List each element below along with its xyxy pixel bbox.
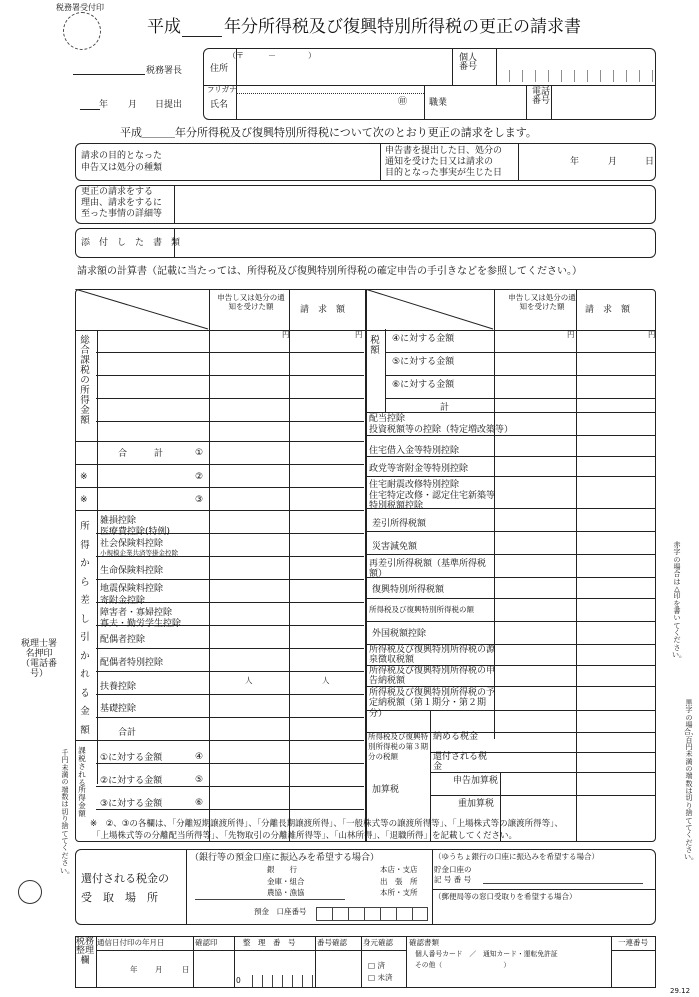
number-confirm-label: 番号確認 — [317, 938, 347, 947]
deduction-medical: 医療費控除(特例) — [100, 527, 171, 537]
deduction-social: 社会保険料控除 — [100, 539, 164, 549]
row-line — [96, 421, 364, 422]
row-line — [96, 375, 364, 376]
row-line — [96, 717, 364, 718]
form-version: 29.12 — [670, 987, 691, 995]
individual-number-label: 個人番号 — [458, 53, 477, 73]
branch-type-3: 本所・支所 — [380, 888, 418, 897]
purpose-month: 月 — [608, 157, 618, 167]
row-line — [96, 579, 364, 580]
date-stamp-label: 通信日付印の年月日 — [97, 938, 165, 947]
reconstruction-tax: 復興特別所得税額 — [372, 585, 445, 595]
deduction-widower: 寡夫・勤労学生控除 — [100, 619, 182, 629]
date-label-3: 目的となった事実が生じた日 — [385, 168, 503, 178]
serial-number-label: 一連番号 — [618, 938, 648, 947]
row-line — [385, 375, 655, 376]
deduction-life: 生命保険料控除 — [100, 566, 164, 576]
tax-section-label: 税額 — [370, 335, 380, 356]
yen-unit-2: 円 — [355, 330, 363, 339]
deduction-spouse: 配偶者控除 — [100, 635, 146, 645]
tax-total-label: 計 — [440, 403, 450, 413]
side-note-red: 赤字の場合は△印を書いてください。 — [672, 541, 686, 660]
header-diagonal-right — [365, 289, 505, 331]
branch-type-1: 本店・支店 — [380, 865, 418, 874]
post-window-label: （郵便局等の窓口受取りを希望する場合） — [434, 892, 577, 901]
reason-box[interactable] — [75, 185, 656, 224]
deduction-zasson: 雑損控除 — [100, 516, 137, 526]
circle-2: ② — [195, 472, 204, 482]
attachments-label: 添 付 し た 書 類 — [81, 238, 181, 248]
left-requested-header: 請 求 額 — [300, 305, 346, 315]
row-line — [365, 621, 655, 622]
deduction-small-biz: 小規模企業共済等掛金控除 — [100, 549, 178, 557]
purpose-year: 年 — [570, 157, 580, 167]
doc-option-2: その他（ ） — [415, 961, 511, 969]
withholding-tax: 所得税及び復興特別所得税の源泉徴収税額 — [369, 645, 496, 666]
bank-header: （銀行等の預金口座に振込みを希望する場合） — [190, 853, 380, 863]
row-line — [385, 398, 655, 399]
housing-loan-credit: 住宅借入金等特別控除 — [369, 446, 460, 456]
office-use-section: 税務整理欄 — [76, 937, 95, 966]
dividend-deduction: 配当控除 — [369, 414, 406, 424]
net-tax: 差引所得税額 — [372, 519, 427, 529]
office-day: 日 — [182, 965, 190, 974]
row-line — [96, 352, 364, 353]
row-line — [76, 510, 364, 511]
tax-accountant-label: 税理士署名押印（電話番号） — [20, 639, 57, 679]
calc-title: 請求額の計算書（記載に当たっては、所得税及び復興特別所得税の確定申告の手引きなどを参照してください。） — [77, 266, 582, 277]
investment-credit: 投資税額等の控除（特定増改築等） — [369, 425, 514, 435]
deduction-total: 合計 — [118, 728, 137, 738]
circle-6: ⑥ — [195, 798, 204, 808]
row-line — [430, 795, 655, 796]
date-label-2: 通知を受けた日又は請求の — [385, 157, 494, 167]
third-installment-label: 所得税及び復興特別所得税の第３期分の税額 — [368, 732, 428, 761]
office-year: 年 — [130, 965, 138, 974]
prepaid-tax: 所得税及び復興特別所得税の予定納税額（第１期分・第２期分） — [369, 688, 496, 719]
doc-option-1: 個人番号カード ／ 通知カード・運転免許証 — [415, 950, 558, 958]
y-blank[interactable] — [80, 109, 100, 110]
purpose-box — [75, 143, 656, 181]
doc-label: 確認書類 — [409, 938, 439, 947]
bank-name-blank[interactable] — [195, 899, 345, 900]
bank-type-2: 金庫・組合 — [267, 877, 305, 886]
taxable-section-label: 課税される所得金額 — [78, 746, 86, 818]
note-line-1: ※ ②、③の各欄は、「分離短期譲渡所得」、「分離長期譲渡所得」、「一般株式等の譲渡所得等」、「上場株式等の譲渡所得等」、 — [90, 819, 563, 829]
tax-on-5: ⑤に対する金額 — [392, 357, 455, 367]
circle-3: ③ — [195, 495, 204, 505]
row-line — [385, 352, 655, 353]
yen-unit-4: 円 — [648, 330, 656, 339]
housing-quake-credit: 住宅耐震改修特別控除 — [369, 480, 460, 490]
penalty-label: 加算税 — [372, 785, 400, 795]
furigana-label: フリガナ — [207, 85, 237, 94]
seal-mark: ㊞ — [398, 97, 408, 107]
left-declared-header: 申告し又は処分の通知を受けた額 — [217, 293, 285, 311]
office-blank[interactable] — [73, 74, 145, 75]
person-unit-2: 人 — [322, 676, 330, 685]
confirm-stamp-label: 確認印 — [195, 938, 218, 947]
row-line — [96, 398, 364, 399]
foreign-tax-credit: 外国税額控除 — [372, 629, 427, 639]
row-line — [76, 487, 364, 488]
deduction-dependent: 扶養控除 — [100, 682, 137, 692]
title-prefix: 平成 — [147, 17, 181, 37]
id-confirm-done[interactable]: □ 済 — [368, 961, 385, 970]
phone-label: 電話番号 — [531, 87, 550, 107]
right-requested-header: 請 求 額 — [585, 305, 631, 315]
row-line — [365, 531, 655, 532]
row-line — [96, 671, 364, 672]
tax-on-6: ⑥に対する金額 — [392, 380, 455, 390]
bank-type-1: 銀 行 — [267, 865, 297, 874]
date-label-1: 申告書を提出した日、処分の — [385, 146, 503, 156]
row-line — [96, 648, 364, 649]
declared-tax: 所得税及び復興特別所得税の申告納税額 — [369, 666, 496, 687]
reason-label-1: 更正の請求をする — [81, 187, 154, 197]
bank-type-3: 農協・漁協 — [267, 888, 305, 897]
account-number-boxes[interactable] — [316, 907, 428, 921]
submit-day: 日提出 — [155, 100, 183, 110]
taxable-3: ③に対する金額 — [100, 799, 163, 809]
yen-unit-1: 円 — [282, 330, 290, 339]
base-income-tax: 再差引所得税額（基準所得税額） — [369, 559, 487, 580]
rice-mark-2: ※ — [80, 472, 88, 482]
circle-1: ① — [195, 448, 204, 458]
side-note-black: 黒字の場合、百円未満の端数は切り捨ててください。 — [684, 699, 698, 862]
office-month: 月 — [155, 965, 163, 974]
row-line — [365, 598, 655, 599]
deduction-basic: 基礎控除 — [100, 704, 137, 714]
occupation-label: 職業 — [429, 98, 448, 108]
id-confirm-notdone[interactable]: □ 未済 — [368, 973, 393, 982]
post-account-label-2: 記 号 番 号 — [434, 875, 472, 884]
housing-special-credit: 住宅特定改修・認定住宅新築等特別税額控除 — [369, 491, 496, 512]
combined-tax: 所得税及び復興特別所得税の額 — [369, 605, 474, 614]
post-header: （ゆうちょ銀行の口座に振込みを希望する場合） — [434, 852, 599, 861]
rice-mark-3: ※ — [80, 495, 88, 505]
branch-type-2: 出 張 所 — [380, 877, 418, 886]
row-line — [76, 740, 364, 741]
row-line — [96, 694, 364, 695]
circle-5: ⑤ — [195, 775, 204, 785]
account-number-label: 預金 口座番号 — [254, 907, 307, 916]
income-total-label: 合 計 — [118, 449, 164, 459]
income-section-label: 総合課税の所得金額 — [80, 335, 90, 426]
name-label: 氏名 — [210, 100, 229, 110]
reception-stamp-circle — [63, 12, 101, 50]
col-line — [385, 329, 386, 412]
circle-4: ④ — [195, 752, 204, 762]
deduction-donation: 寄附金控除 — [100, 596, 146, 606]
refund-place-label-1: 還付される税金の — [81, 872, 169, 885]
form-title: 年分所得税及び復興特別所得税の更正の請求書 — [224, 17, 581, 37]
heavy-penalty: 重加算税 — [458, 799, 495, 809]
purpose-day: 日 — [645, 157, 655, 167]
post-account-blank[interactable] — [483, 883, 643, 884]
control-number-label: 整 理 番 号 — [243, 938, 296, 947]
postal-code-field[interactable]: （〒 － ） — [228, 51, 316, 60]
reason-label-3: 至った事情の詳細等 — [81, 209, 163, 219]
side-note-thousand: 千円未満の端数は切り捨ててください。 — [60, 749, 74, 875]
reason-label-2: 理由、請求をするに — [81, 198, 163, 208]
deduction-earthquake: 地震保険料控除 — [100, 584, 164, 594]
tax-on-4: ④に対する金額 — [392, 334, 455, 344]
individual-number-boxes[interactable] — [497, 70, 655, 82]
disaster-reduction: 災害減免額 — [372, 542, 418, 552]
right-declared-header: 申告し又は処分の通知を受けた額 — [508, 293, 576, 311]
deduction-spouse-special: 配偶者特別控除 — [100, 658, 164, 668]
note-line-2: 「上場株式等の分離配当所得等」、「先物取引の分離雑所得等」、「山林所得」、「退職所得」を記載してください。 — [92, 831, 518, 841]
office-suffix: 税務署長 — [146, 66, 183, 76]
tax-to-pay: 納める税金 — [433, 732, 479, 742]
control-number-boxes[interactable] — [243, 975, 321, 987]
row-line — [365, 554, 655, 555]
row-line — [76, 464, 364, 465]
purpose-label-2: 申告又は処分の種類 — [81, 163, 163, 173]
row-line — [365, 476, 655, 477]
purpose-label-1: 請求の目的となった — [81, 151, 163, 161]
taxable-1: ①に対する金額 — [100, 753, 163, 763]
submit-year: 年 — [99, 100, 109, 110]
row-line — [76, 441, 364, 442]
year-blank — [182, 36, 222, 37]
control-number-prefix: 0 — [236, 976, 241, 985]
row-line — [365, 412, 655, 413]
post-account-label-1: 貯金口座の — [434, 865, 472, 874]
stamp-label: 税務署受付印 — [56, 3, 104, 12]
intro-text: 平成＿＿＿年分所得税及び復興特別所得税について次のとおり更正の請求をします。 — [120, 126, 537, 139]
address-label: 住所 — [210, 64, 229, 74]
declaration-penalty: 申告加算税 — [453, 776, 499, 786]
party-donation-credit: 政党等寄附金等特別控除 — [369, 464, 469, 474]
refund-place-label-2: 受 取 場 所 — [81, 891, 158, 904]
deduction-section-label: 所得から差し引かれる金額 — [80, 521, 90, 736]
submit-month: 月 — [128, 100, 138, 110]
deduction-disabled: 障害者・寡婦控除 — [100, 608, 173, 618]
tax-to-refund: 還付される税金 — [433, 752, 488, 773]
person-unit-1: 人 — [245, 676, 253, 685]
id-confirm-label: 身元確認 — [363, 938, 393, 947]
taxable-2: ②に対する金額 — [100, 776, 163, 786]
accountant-seal-circle — [18, 880, 42, 904]
yen-unit-3: 円 — [567, 330, 575, 339]
